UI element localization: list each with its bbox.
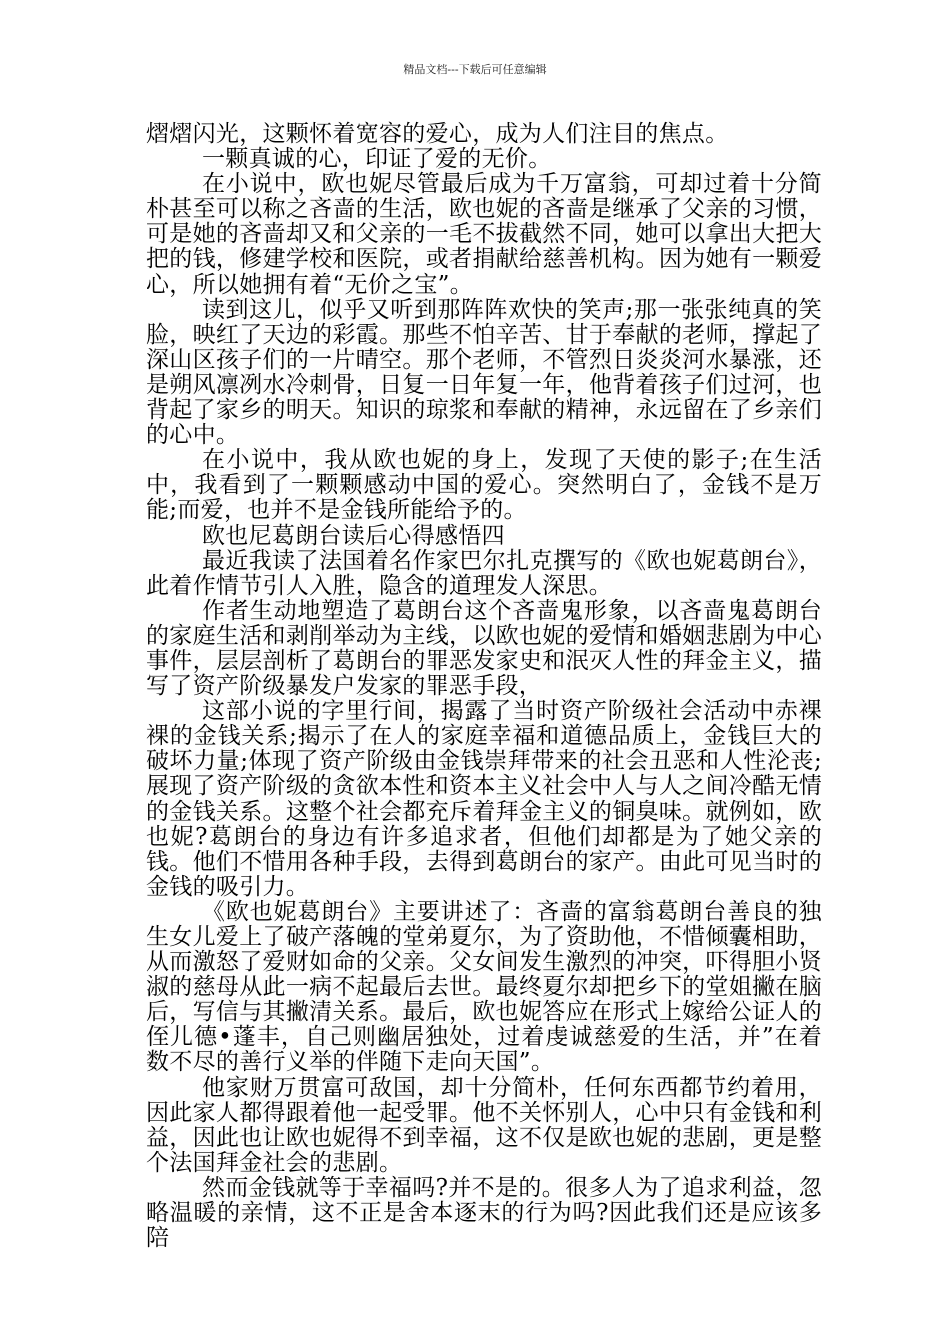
paragraph: 熠熠闪光，这颗怀着宽容的爱心，成为人们注目的焦点。 bbox=[146, 121, 729, 147]
paragraph: 然而金钱就等于幸福吗?并不是的。很多人为了追求利益，忽略温暖的亲情，这不正是舍本逐末的行为吗?因此我们还是应该多陪 bbox=[146, 1174, 822, 1252]
paragraph: 作者生动地塑造了葛朗台这个吝啬鬼形象，以吝啬鬼葛朗台的家庭生活和剥削举动为主线，以欧也妮的爱情和婚姻悲剧为中心事件，层层剖析了葛朗台的罪恶发家史和泯灭人性的拜金主义，描写了资产阶级暴发户发家的罪恶手段， bbox=[146, 597, 822, 700]
paragraph: 他家财万贯富可敌国，却十分简朴，任何东西都节约着用，因此家人都得跟着他一起受罪。他不关怀别人，心中只有金钱和利益，因此也让欧也妮得不到幸福，这不仅是欧也妮的悲剧，更是整个法国拜金社会的悲剧。 bbox=[146, 1074, 822, 1176]
paragraph: 在小说中，我从欧也妮的身上，发现了天使的影子;在生活中，我看到了一颗颗感动中国的爱心。突然明白了，金钱不是万能;而爱，也并不是金钱所能给予的。 bbox=[146, 447, 822, 524]
paragraph: 读到这儿，似乎又听到那阵阵欢快的笑声;那一张张纯真的笑脸，映红了天边的彩霞。那些不怕辛苦、甘于奉献的老师，撑起了深山区孩子们的一片晴空。那个老师，不管烈日炎炎河水暴涨，还是朔风凛冽水冷刺骨，日复一日年复一年，他背着孩子们过河，也背起了家乡的明天。知识的琼浆和奉献的精神，永远留在了乡亲们的心中。 bbox=[146, 296, 822, 449]
section-heading: 欧也尼葛朗台读后心得感悟四 bbox=[202, 522, 505, 549]
paragraph: 一颗真诚的心，印证了爱的无价。 bbox=[202, 146, 552, 173]
paragraph: 在小说中，欧也妮尽管最后成为千万富翁，可却过着十分简朴甚至可以称之吝啬的生活，欧也妮的吝啬是继承了父亲的习惯，可是她的吝啬却又和父亲的一毛不拔截然不同，她可以拿出大把大把的钱，修建学校和医院，或者捐献给慈善机构。因为她有一颗爱心，所以她拥有着“无价之宝”。 bbox=[146, 171, 822, 298]
document-body bbox=[146, 122, 822, 1251]
paragraph: 最近我读了法国着名作家巴尔扎克撰写的《欧也妮葛朗台》，此着作情节引人入胜，隐含的道理发人深思。 bbox=[146, 547, 822, 599]
paragraph: 这部小说的字里行间，揭露了当时资产阶级社会活动中赤裸裸的金钱关系;揭示了在人的家庭幸福和道德品质上，金钱巨大的破坏力量;体现了资产阶级由金钱崇拜带来的社会丑恶和人性沦丧;展现了资产阶级的贪欲本性和资本主义社会中人与人之间冷酷无情的金钱关系。这整个社会都充斥着拜金主义的铜臭味。就例如，欧也妮?葛朗台的身边有许多追求者，但他们却都是为了她父亲的钱。他们不惜用各种手段，去得到葛朗台的家产。由此可见当时的金钱的吸引力。 bbox=[146, 698, 822, 900]
paragraph: 《欧也妮葛朗台》主要讲述了：吝啬的富翁葛朗台善良的独生女儿爱上了破产落魄的堂弟夏尔，为了资助他，不惜倾囊相助，从而激怒了爱财如命的父亲。父女间发生激烈的冲突，吓得胆小贤淑的慈母从此一病不起最后去世。最终夏尔却把乡下的堂姐撇在脑后，写信与其撇清关系。最后，欧也妮答应在形式上嫁给公证人的侄儿德•蓬丰，自己则幽居独处，过着虔诚慈爱的生活，并”在着数不尽的善行义举的伴随下走向天国”。 bbox=[146, 898, 822, 1076]
page-header: 精品文档---下载后可任意编辑 bbox=[403, 63, 547, 76]
